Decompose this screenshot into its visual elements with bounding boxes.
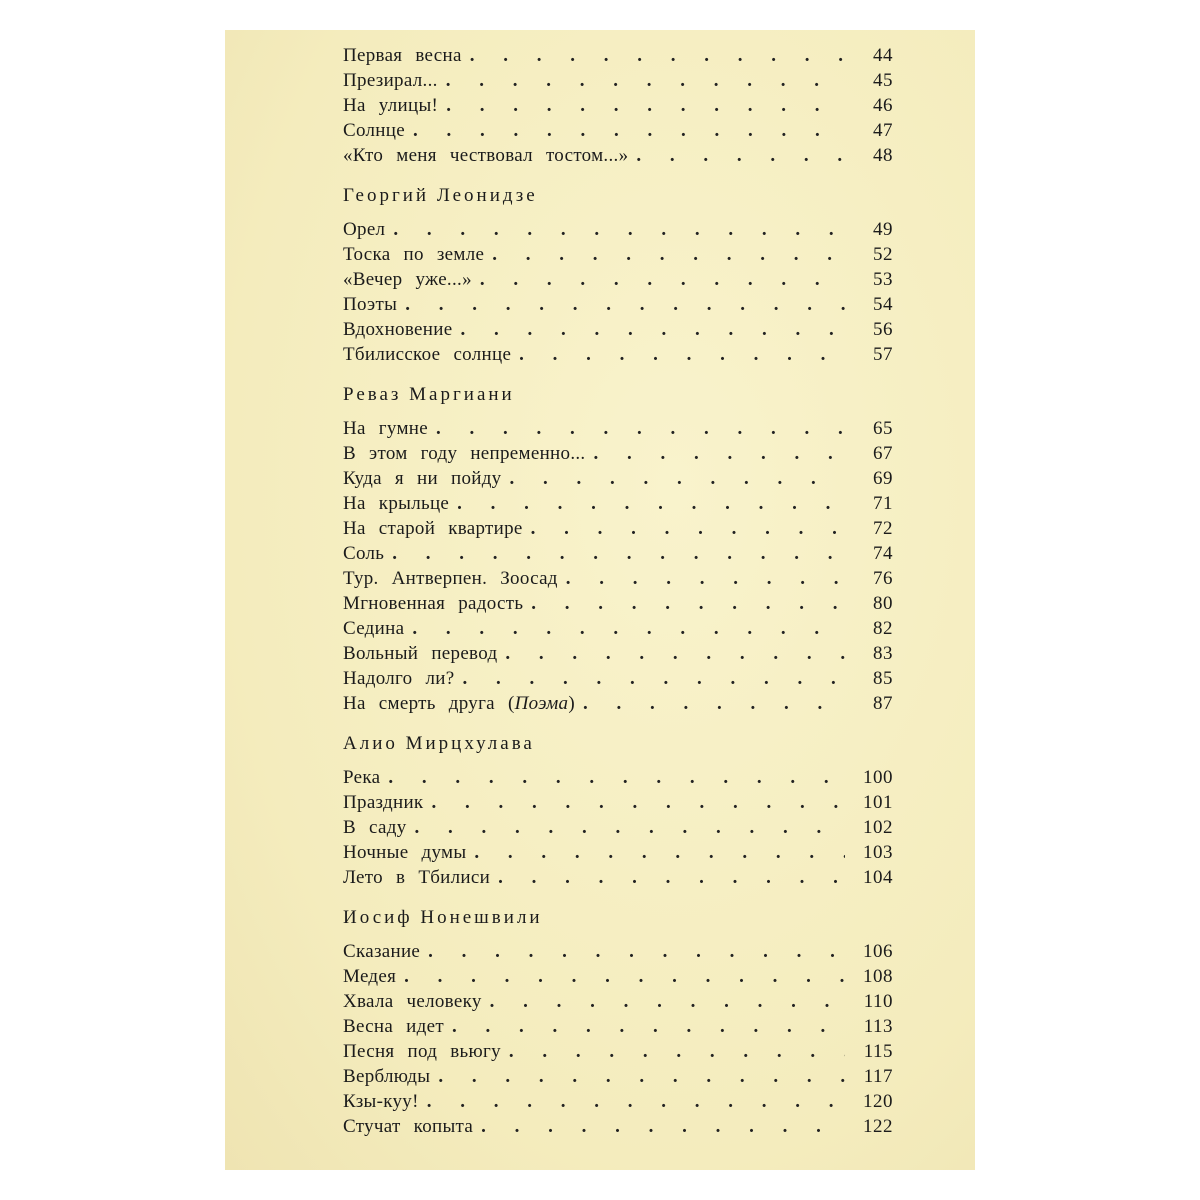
entry-title: [343, 292, 397, 317]
page-number: 102: [863, 817, 893, 838]
entry-title-text: На старой квартире: [343, 518, 523, 539]
dot-leader: [583, 691, 845, 716]
dot-leader: [431, 790, 845, 815]
table-of-contents: [343, 43, 893, 1139]
toc-entry: [343, 317, 893, 342]
dot-leader: [415, 815, 846, 840]
entry-title: [343, 1114, 473, 1139]
dot-leader: [460, 317, 845, 342]
entry-title: [343, 865, 490, 890]
toc-entry: [343, 666, 893, 691]
page-number: 52: [873, 244, 893, 265]
entry-title: [343, 317, 452, 342]
entry-title-text: На смерть друга (: [343, 693, 515, 714]
entry-title-text: Верблюды: [343, 1066, 431, 1087]
entry-title-text: Мгновенная радость: [343, 593, 524, 614]
page-number: 80: [873, 593, 893, 614]
entry-title-text: Презирал...: [343, 70, 438, 91]
entry-title-text: Медея: [343, 966, 397, 987]
page-number: 108: [863, 966, 893, 987]
entry-title-text: Песня под вьюгу: [343, 1041, 501, 1062]
page-number: 72: [873, 518, 893, 539]
entry-title-text: Первая весна: [343, 45, 462, 66]
toc-entry: [343, 466, 893, 491]
entry-title-text: Поэты: [343, 294, 398, 315]
page-number: 45: [873, 70, 893, 91]
entry-title: [343, 666, 455, 691]
entry-title: [343, 466, 501, 491]
entry-title-text: Тур. Антверпен. Зоосад: [343, 568, 558, 589]
toc-entry: [343, 641, 893, 666]
toc-entry: [343, 989, 893, 1014]
toc-entry: [343, 1089, 893, 1114]
toc-section: [343, 731, 893, 890]
entry-title: [343, 840, 466, 865]
dot-leader: [498, 865, 845, 890]
page-number: 106: [863, 941, 893, 962]
author-heading: Иосиф Нонешвили: [343, 907, 543, 928]
entry-title-text: Весна идет: [343, 1016, 444, 1037]
dot-leader: [474, 840, 845, 865]
dot-leader: [413, 118, 845, 143]
dot-leader: [480, 267, 845, 292]
dot-leader: [392, 541, 845, 566]
page-number: 47: [873, 120, 893, 141]
page-number: 44: [873, 45, 893, 66]
toc-entry: [343, 865, 893, 890]
dot-leader: [393, 217, 845, 242]
page-number: 120: [863, 1091, 893, 1112]
toc-section: [343, 905, 893, 1139]
dot-leader: [470, 43, 845, 68]
toc-entry: [343, 43, 893, 68]
entry-title: [343, 1014, 444, 1039]
toc-entry: [343, 566, 893, 591]
entry-title-text: Праздник: [343, 792, 424, 813]
toc-entry: [343, 118, 893, 143]
toc-entry: [343, 1064, 893, 1089]
toc-section: [343, 183, 893, 367]
entry-title-text: «Вечер уже...»: [343, 269, 472, 290]
dot-leader: [531, 516, 845, 541]
toc-entry: [343, 964, 893, 989]
dot-leader: [452, 1014, 845, 1039]
dot-leader: [446, 68, 845, 93]
dot-leader: [531, 591, 845, 616]
dot-leader: [463, 666, 845, 691]
toc-entry: [343, 491, 893, 516]
toc-entry: [343, 242, 893, 267]
entry-title-text: Куда я ни пойду: [343, 468, 502, 489]
entry-title-text: В этом году непременно...: [343, 443, 586, 464]
entry-title-text: В саду: [343, 817, 407, 838]
toc-entry: [343, 591, 893, 616]
entry-title-text: Вольный перевод: [343, 643, 498, 664]
page-number: 103: [863, 842, 893, 863]
toc-entry: [343, 1039, 893, 1064]
page-number: 85: [873, 668, 893, 689]
toc-entry: [343, 1114, 893, 1139]
entry-title: [343, 765, 380, 790]
entry-title: [343, 1089, 419, 1114]
page-number: 100: [863, 767, 893, 788]
toc-entry: [343, 516, 893, 541]
toc-entry: [343, 1014, 893, 1039]
entry-title-text: На крыльце: [343, 493, 450, 514]
page-number: 101: [863, 792, 893, 813]
toc-entry: [343, 790, 893, 815]
entry-title-text: Вдохновение: [343, 319, 453, 340]
dot-leader: [436, 416, 845, 441]
toc-entry: [343, 815, 893, 840]
entry-title: [343, 566, 558, 591]
page-number: 110: [863, 991, 893, 1012]
entry-title-text: Река: [343, 767, 381, 788]
entry-title-text: Сказание: [343, 941, 421, 962]
page-number: 87: [873, 693, 893, 714]
page-number: 49: [873, 219, 893, 240]
toc-entry: [343, 691, 893, 716]
entry-title-text: Стучат копыта: [343, 1116, 474, 1137]
entry-title: [343, 939, 420, 964]
entry-title: [343, 242, 484, 267]
page-number: 74: [873, 543, 893, 564]
toc-section: [343, 382, 893, 716]
page-number: 82: [873, 618, 893, 639]
page-number: 65: [873, 418, 893, 439]
toc-entry: [343, 939, 893, 964]
page-number: 69: [873, 468, 893, 489]
entry-title: [343, 267, 472, 292]
toc-entry: [343, 541, 893, 566]
dot-leader: [566, 566, 845, 591]
entry-title: [343, 790, 423, 815]
toc-section: [343, 43, 893, 168]
dot-leader: [446, 93, 845, 118]
dot-leader: [438, 1064, 845, 1089]
entry-title: [343, 616, 404, 641]
author-heading: Алио Мирцхулава: [343, 733, 535, 754]
page-number: 67: [873, 443, 893, 464]
dot-leader: [428, 939, 845, 964]
entry-title: [343, 441, 585, 466]
entry-title-text: На улицы!: [343, 95, 439, 116]
entry-title-text: Солнце: [343, 120, 405, 141]
dot-leader: [388, 765, 845, 790]
dot-leader: [509, 466, 845, 491]
toc-entry: [343, 765, 893, 790]
page-number: 113: [863, 1016, 893, 1037]
entry-title: [343, 416, 428, 441]
entry-title: [343, 541, 384, 566]
author-heading: Реваз Маргиани: [343, 384, 515, 405]
toc-entry: [343, 342, 893, 367]
entry-title-text: Ночные думы: [343, 842, 467, 863]
entry-title-text: На гумне: [343, 418, 428, 439]
dot-leader: [509, 1039, 845, 1064]
page-number: 104: [863, 867, 893, 888]
entry-title-text: «Кто меня чествовал тостом...»: [343, 145, 629, 166]
entry-title: [343, 989, 482, 1014]
entry-title: [343, 217, 385, 242]
entry-title: [343, 641, 497, 666]
toc-entry: [343, 143, 893, 168]
dot-leader: [404, 964, 845, 989]
dot-leader: [519, 342, 845, 367]
toc-entry: [343, 267, 893, 292]
toc-entry: [343, 217, 893, 242]
entry-title: [343, 691, 575, 716]
page-number: 54: [873, 294, 893, 315]
page-number: 76: [873, 568, 893, 589]
entry-title: [343, 1039, 501, 1064]
book-page: [225, 30, 975, 1170]
entry-title-text: Кзы-куу!: [343, 1091, 419, 1112]
dot-leader: [492, 242, 845, 267]
entry-title: [343, 1064, 430, 1089]
dot-leader: [490, 989, 845, 1014]
toc-entry: [343, 93, 893, 118]
entry-title: [343, 591, 523, 616]
entry-title: [343, 143, 628, 168]
entry-title: [343, 342, 511, 367]
entry-title-italic: Поэма: [514, 693, 569, 714]
page-number: 46: [873, 95, 893, 116]
entry-title: [343, 491, 449, 516]
page-number: 56: [873, 319, 893, 340]
entry-title-text: Тоска по земле: [343, 244, 485, 265]
entry-title-text: Соль: [343, 543, 385, 564]
toc-entry: [343, 840, 893, 865]
dot-leader: [405, 292, 845, 317]
toc-entry: [343, 292, 893, 317]
toc-entry: [343, 616, 893, 641]
entry-title: [343, 68, 438, 93]
entry-title: [343, 118, 405, 143]
entry-title-end: ): [568, 693, 575, 714]
entry-title-text: Орел: [343, 219, 386, 240]
entry-title: [343, 815, 407, 840]
author-heading: Георгий Леонидзе: [343, 185, 538, 206]
page-number: 122: [863, 1116, 893, 1137]
entry-title-text: Надолго ли?: [343, 668, 455, 689]
dot-leader: [481, 1114, 845, 1139]
entry-title: [343, 93, 438, 118]
page-number: 83: [873, 643, 893, 664]
dot-leader: [636, 143, 845, 168]
page-number: 117: [863, 1066, 893, 1087]
entry-title-text: Хвала человеку: [343, 991, 482, 1012]
entry-title-text: Лето в Тбилиси: [343, 867, 491, 888]
entry-title-text: Седина: [343, 618, 405, 639]
page-number: 48: [873, 145, 893, 166]
entry-title: [343, 964, 396, 989]
dot-leader: [593, 441, 845, 466]
dot-leader: [412, 616, 845, 641]
entry-title-text: Тбилисское солнце: [343, 344, 512, 365]
page-number: 57: [873, 344, 893, 365]
toc-entry: [343, 441, 893, 466]
toc-entry: [343, 68, 893, 93]
entry-title: [343, 516, 523, 541]
page-number: 115: [863, 1041, 893, 1062]
entry-title: [343, 43, 462, 68]
dot-leader: [427, 1089, 845, 1114]
page-number: 53: [873, 269, 893, 290]
toc-entry: [343, 416, 893, 441]
dot-leader: [505, 641, 845, 666]
dot-leader: [457, 491, 845, 516]
page-number: 71: [873, 493, 893, 514]
